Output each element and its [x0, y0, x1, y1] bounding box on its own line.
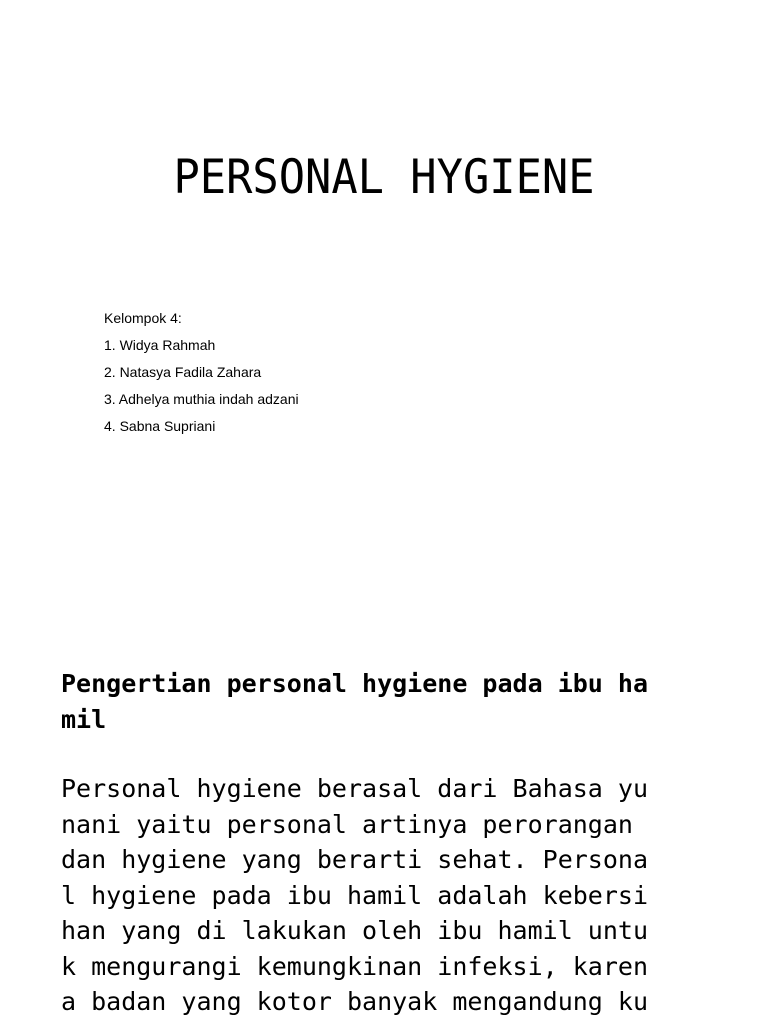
section-heading-line: Pengertian personal hygiene pada ibu ha: [61, 669, 648, 698]
paragraph-line: l hygiene pada ibu hamil adalah kebersi: [61, 880, 648, 910]
paragraph-line: dan hygiene yang berarti sehat. Persona: [61, 845, 648, 874]
page-title: PERSONAL HYGIENE: [173, 150, 595, 205]
list-item: 1. Widya Rahmah: [104, 337, 216, 353]
paragraph-line: nani yaitu personal artinya perorangan: [61, 809, 633, 839]
section-heading: [61, 666, 648, 738]
list-item: 4. Sabna Supriani: [104, 418, 216, 434]
paragraph-line: Personal hygiene berasal dari Bahasa yu: [61, 774, 648, 803]
group-heading: Kelompok 4:: [104, 310, 182, 326]
paragraph-line: han yang di lakukan oleh ibu hamil untu: [61, 916, 648, 945]
paragraph-line: k mengurangi kemungkinan infeksi, karen: [61, 951, 648, 981]
list-item: 2. Natasya Fadila Zahara: [104, 364, 262, 380]
group-members-list: [104, 305, 299, 440]
paragraph-line: a badan yang kotor banyak mengandung ku: [61, 987, 648, 1016]
body-paragraph: [61, 771, 648, 1020]
section-heading-line: mil: [61, 705, 107, 734]
list-item: 3. Adhelya muthia indah adzani: [104, 391, 299, 407]
